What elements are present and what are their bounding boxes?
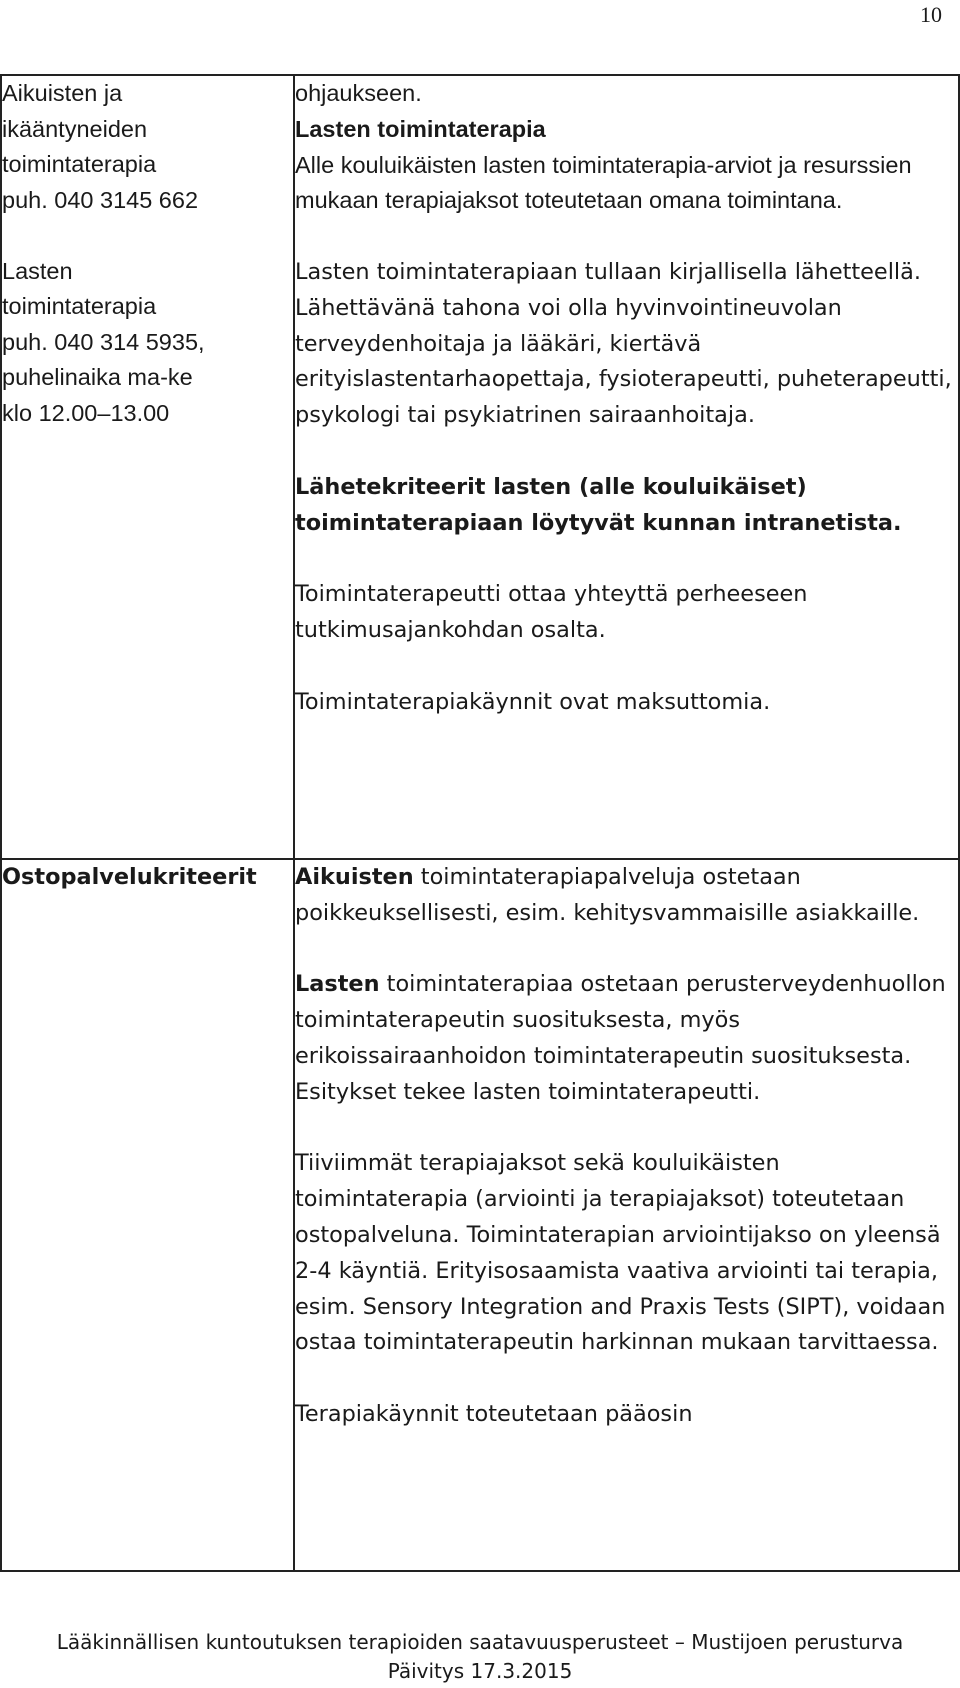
table-row (1, 859, 959, 1571)
contact-cell (1, 75, 294, 859)
content-table (0, 74, 960, 1572)
contact-line: Aikuisten ja (2, 80, 123, 106)
purchase-criteria-cell (294, 859, 959, 1571)
row-label: Ostopalvelukriteerit (1, 859, 294, 1571)
contact-line: toimintaterapia (2, 151, 157, 177)
paragraph (295, 967, 958, 1110)
intro-text: ohjaukseen. (295, 80, 422, 106)
contact-line: puh. 040 3145 662 (2, 186, 199, 213)
footer-title: Lääkinnällisen kuntoutuksen terapioiden saatavuusperusteet – Mustijoen perusturva (56, 1630, 904, 1654)
section-heading: Lasten toimintaterapia (295, 115, 546, 142)
contact-line: klo 12.00–13.00 (2, 399, 170, 426)
children-label: Lasten (295, 971, 380, 998)
page-number: 10 (920, 2, 942, 27)
table-row (1, 75, 959, 859)
paragraph: Lasten toimintaterapiaan tullaan kirjallisella lähetteellä. Lähettävänä tahona voi olla hyvinvointineuvolan terveydenhoitaja ja lääkäri, kiertävä erityislastentarhaopettaja, fysioterapeutti, puheterapeutti, psykologi tai psykiatrinen sairaanhoitaja. (295, 258, 952, 429)
adults-label: Aikuisten (295, 864, 414, 890)
paragraph: Alle kouluikäisten lasten toimintaterapia-arviot ja resurssien mukaan terapiajaksot toteutetaan omana toimintana. (295, 151, 912, 214)
paragraph (295, 860, 958, 932)
contact-line: toimintaterapia (2, 293, 157, 319)
contact-line: Lasten (2, 257, 73, 284)
paragraph: Tiiviimmät terapiajaksot sekä kouluikäisten toimintaterapia (arviointi ja terapiajaksot) toteutetaan ostopalveluna. Toimintaterapian arviointijakso on yleensä 2-4 käyntiä. Erityisosaamista vaativa arviointi tai terapia, esim. Sensory Integration and Praxis Tests (SIPT), voidaan ostaa toimintaterapeutin harkinnan mukaan tarvittaessa. (295, 1150, 946, 1356)
paragraph: Toimintaterapeutti ottaa yhteyttä perheeseen tutkimusajankohdan osalta. (295, 581, 808, 643)
footer-date: Päivitys 17.3.2015 (387, 1659, 573, 1683)
contact-line: puhelinaika ma-ke (2, 364, 193, 390)
contact-line: puh. 040 314 5935, (2, 328, 205, 355)
adults-text: toimintaterapiapalveluja ostetaan poikkeuksellisesti, esim. kehitysvammaisille asiakkaille. (295, 864, 920, 926)
criteria-note: Lähetekriteerit lasten (alle kouluikäiset) toimintaterapiaan löytyvät kunnan intranetista. (295, 473, 902, 536)
paragraph: Terapiakäynnit toteutetaan pääosin (295, 1400, 693, 1427)
child-therapy-cell (294, 75, 959, 859)
contact-line: ikääntyneiden (2, 115, 148, 142)
children-text: toimintaterapiaa ostetaan perusterveydenhuollon toimintaterapeutin suosituksesta, myös erikoissairaanhoidon toimintaterapeutin suosituksesta. Esitykset tekee lasten toimintaterapeutti. (295, 971, 946, 1105)
paragraph: Toimintaterapiakäynnit ovat maksuttomia. (295, 688, 771, 715)
